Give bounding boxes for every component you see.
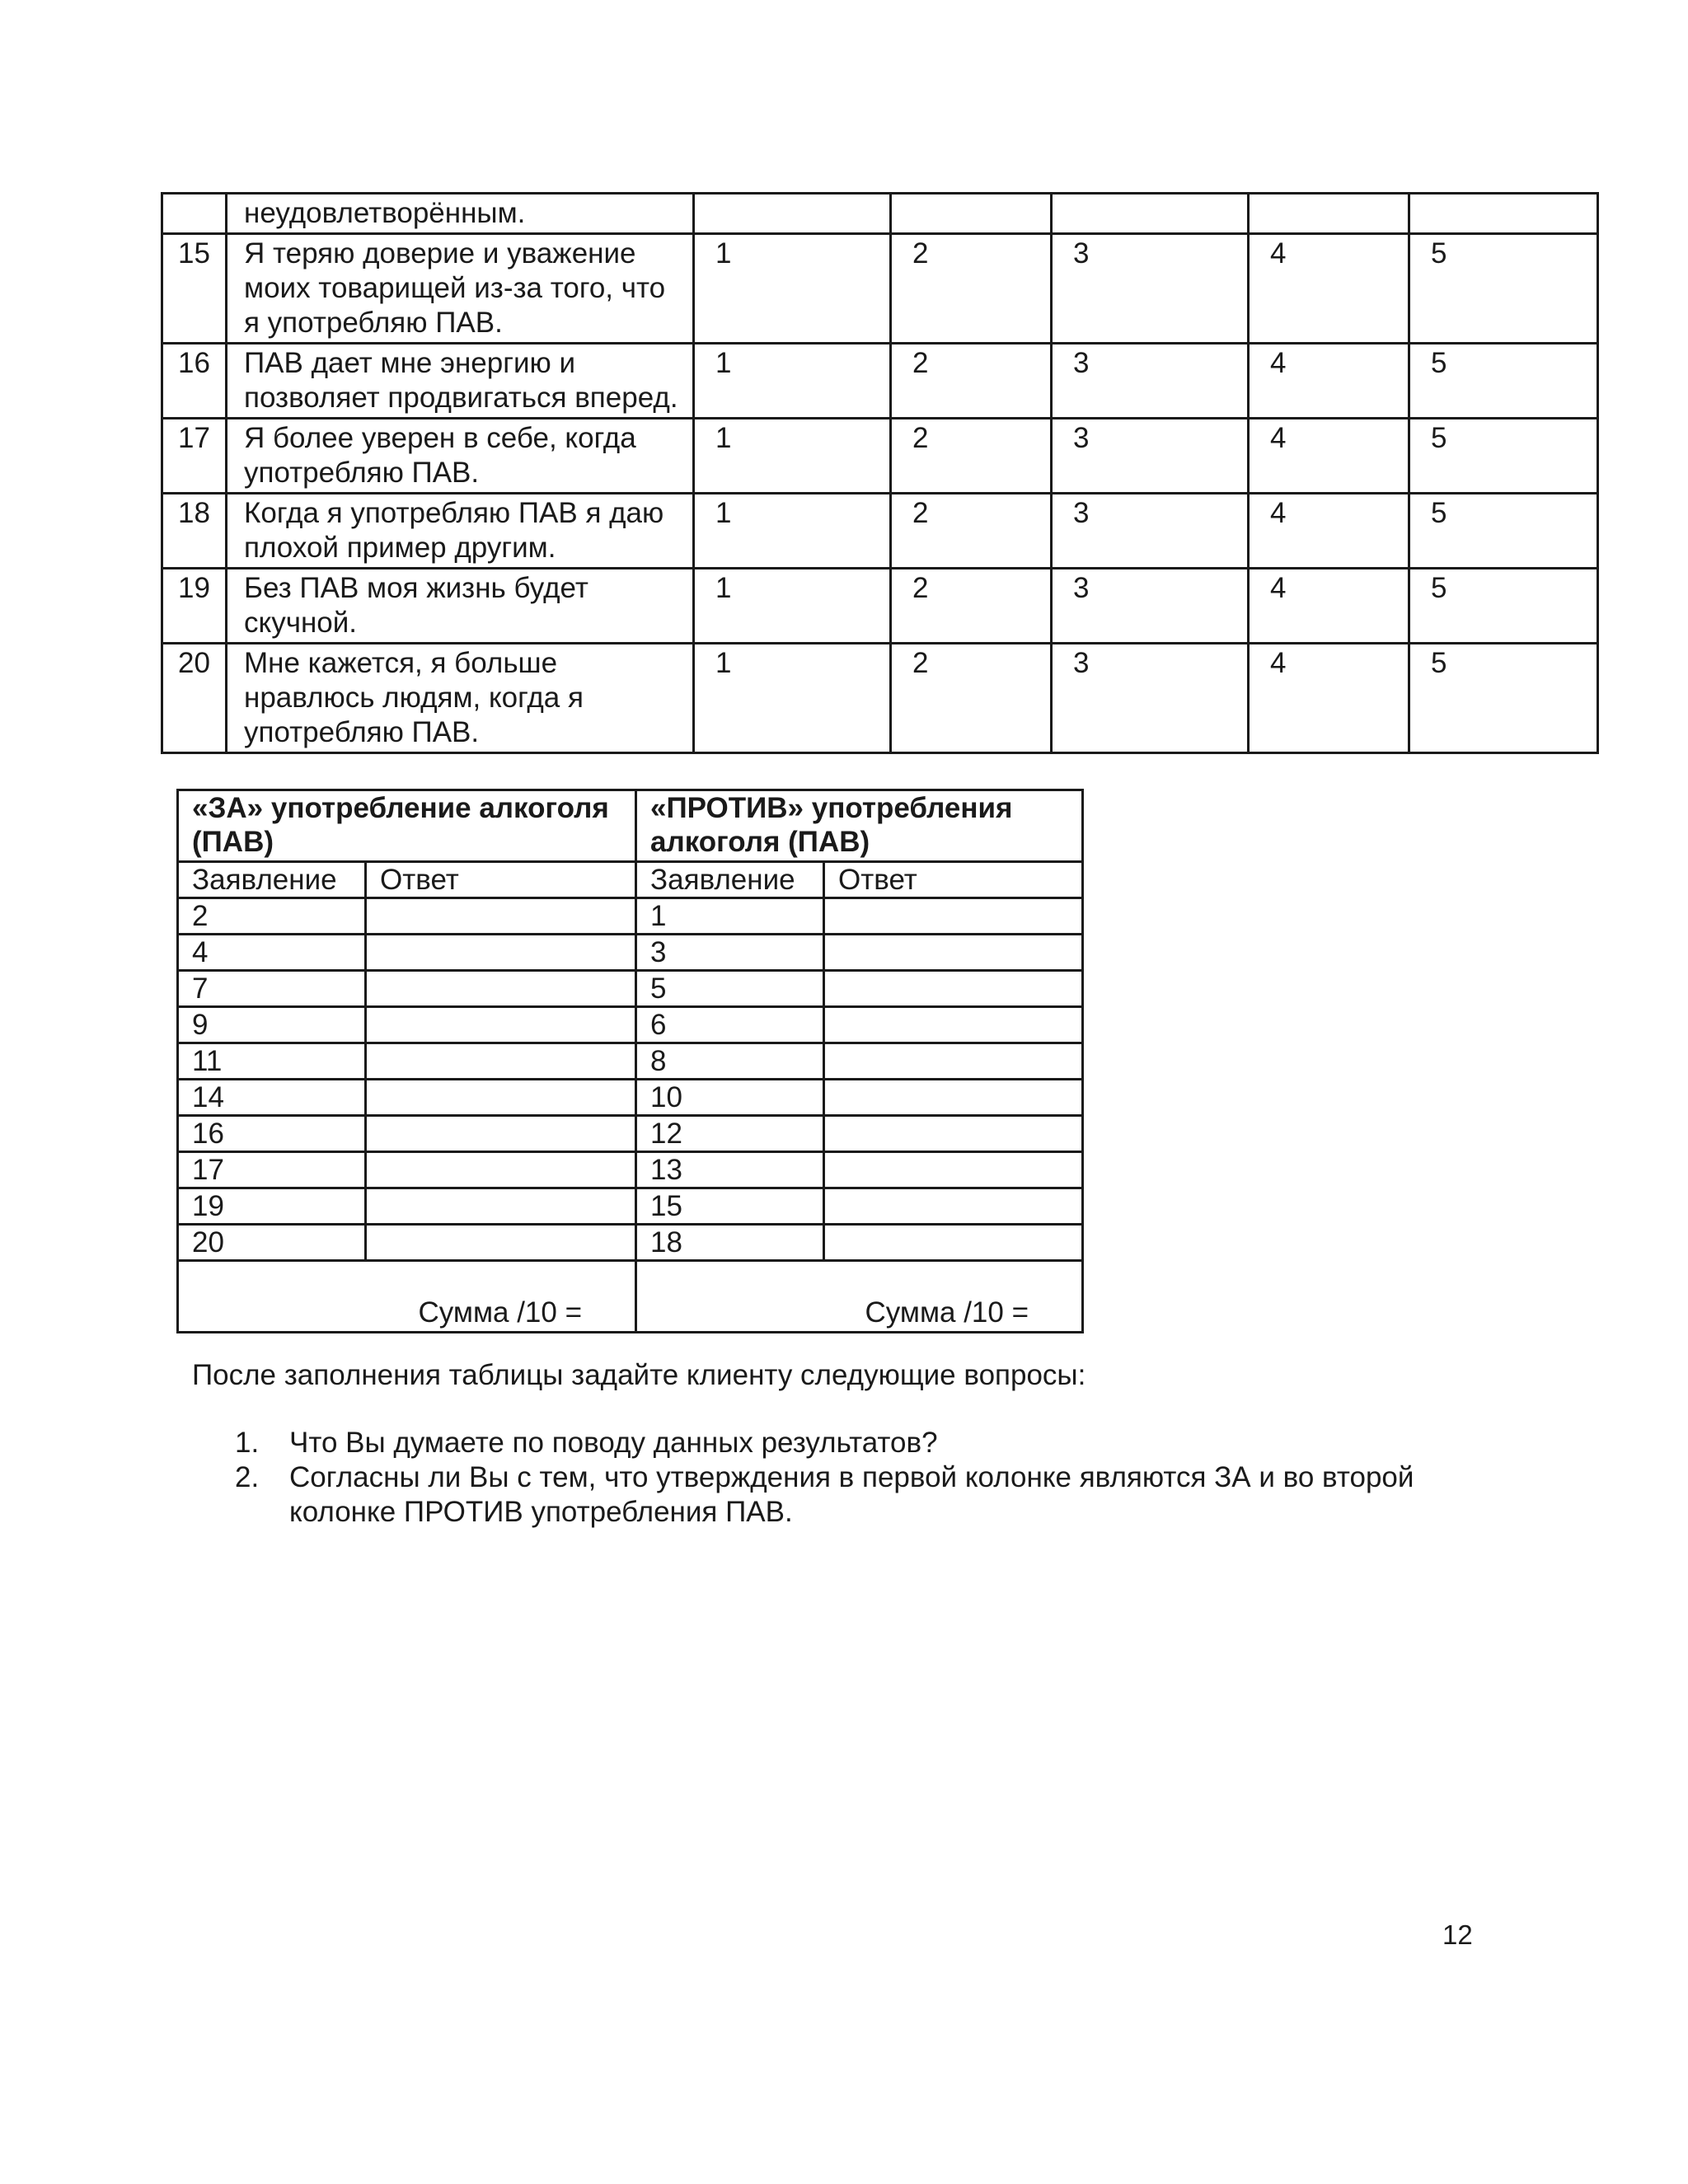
question-text: Согласны ли Вы с тем, что утверждения в первой колонке являются ЗА и во второй колонке ПРОТИВ употребления ПАВ. [289,1461,1414,1528]
for-answer-cell[interactable] [366,898,636,935]
question-number: 2. [235,1461,260,1493]
row-statement: Мне кажется, я больше нравлюсь людям, когда я употребляю ПАВ. [227,644,694,753]
score-cell: 5 [1409,494,1598,569]
for-answer-cell[interactable] [366,971,636,1007]
summary-column-row [178,862,1083,898]
score-cell: 1 [694,569,891,644]
score-cell: 3 [1052,419,1249,494]
table-row [162,419,1598,494]
for-answer-cell[interactable] [366,1007,636,1043]
against-statement-cell: 3 [636,935,824,971]
row-number: 19 [162,569,227,644]
row-number: 18 [162,494,227,569]
score-cell: 1 [694,644,891,753]
list-item [235,1460,1521,1530]
summary-table [176,789,1084,1333]
table-row [162,644,1598,753]
against-answer-cell[interactable] [824,1152,1083,1188]
score-cell: 2 [891,494,1052,569]
instruction-text: После заполнения таблицы задайте клиенту следующие вопросы: [192,1359,1086,1391]
score-cell [1052,194,1249,234]
table-row [162,569,1598,644]
against-statement-cell: 8 [636,1043,824,1080]
for-sum: Сумма /10 = [178,1261,636,1333]
for-header: «ЗА» употребление алкоголя (ПАВ) [178,790,636,862]
for-answer-cell[interactable] [366,1152,636,1188]
score-cell [694,194,891,234]
table-row [178,971,1083,1007]
against-statement-cell: 13 [636,1152,824,1188]
for-statement-cell: 2 [178,898,366,935]
score-cell: 4 [1249,234,1409,344]
score-cell: 3 [1052,494,1249,569]
table-row [178,1116,1083,1152]
score-cell: 3 [1052,234,1249,344]
against-sum: Сумма /10 = [636,1261,1083,1333]
score-cell: 3 [1052,569,1249,644]
question-text: Что Вы думаете по поводу данных результатов? [289,1427,938,1459]
score-cell: 3 [1052,644,1249,753]
score-cell [891,194,1052,234]
table-row [178,1007,1083,1043]
score-cell: 4 [1249,494,1409,569]
against-statement-cell: 6 [636,1007,824,1043]
score-cell [1249,194,1409,234]
question-number: 1. [235,1427,260,1459]
table-row [162,494,1598,569]
score-cell: 2 [891,644,1052,753]
for-statement-cell: 17 [178,1152,366,1188]
against-answer-cell[interactable] [824,1225,1083,1261]
table-row [162,344,1598,419]
row-number: 20 [162,644,227,753]
question-list [235,1426,1521,1530]
row-statement: ПАВ дает мне энергию и позволяет продвигаться вперед. [227,344,694,419]
score-cell: 3 [1052,344,1249,419]
for-statement-cell: 14 [178,1080,366,1116]
summary-sum-row [178,1261,1083,1333]
row-number: 16 [162,344,227,419]
score-cell [1409,194,1598,234]
table-row [178,1225,1083,1261]
for-statement-cell: 4 [178,935,366,971]
for-answer-cell[interactable] [366,1188,636,1225]
against-statement-cell: 5 [636,971,824,1007]
for-answer-cell[interactable] [366,1116,636,1152]
score-cell: 1 [694,234,891,344]
summary-header-row [178,790,1083,862]
against-answer-cell[interactable] [824,1116,1083,1152]
against-statement-cell: 10 [636,1080,824,1116]
for-statement-cell: 16 [178,1116,366,1152]
questionnaire-table [161,192,1599,754]
score-cell: 4 [1249,569,1409,644]
score-cell: 4 [1249,419,1409,494]
table-row [178,898,1083,935]
row-number: 15 [162,234,227,344]
for-answer-cell[interactable] [366,935,636,971]
against-answer-cell[interactable] [824,898,1083,935]
score-cell: 2 [891,234,1052,344]
against-answer-cell[interactable] [824,1007,1083,1043]
for-answer-cell[interactable] [366,1225,636,1261]
score-cell: 4 [1249,344,1409,419]
score-cell: 5 [1409,344,1598,419]
row-number [162,194,227,234]
score-cell: 4 [1249,644,1409,753]
against-answer-cell[interactable] [824,971,1083,1007]
score-cell: 5 [1409,644,1598,753]
for-answer-cell[interactable] [366,1080,636,1116]
table-row [162,234,1598,344]
table-row [178,1152,1083,1188]
against-answer-col: Ответ [824,862,1083,898]
against-answer-cell[interactable] [824,1188,1083,1225]
against-statement-cell: 18 [636,1225,824,1261]
for-statement-cell: 20 [178,1225,366,1261]
score-cell: 2 [891,569,1052,644]
table-row [178,1043,1083,1080]
against-statement-cell: 1 [636,898,824,935]
against-answer-cell[interactable] [824,1080,1083,1116]
score-cell: 1 [694,344,891,419]
score-cell: 1 [694,419,891,494]
for-statement-cell: 7 [178,971,366,1007]
table-row [178,1188,1083,1225]
for-answer-cell[interactable] [366,1043,636,1080]
page-number: 12 [1442,1919,1473,1950]
table-row [178,1080,1083,1116]
against-answer-cell[interactable] [824,935,1083,971]
score-cell: 2 [891,344,1052,419]
row-statement: Когда я употребляю ПАВ я даю плохой пример другим. [227,494,694,569]
for-statement-cell: 19 [178,1188,366,1225]
score-cell: 5 [1409,569,1598,644]
row-statement: Я теряю доверие и уважение моих товарищей из-за того, что я употребляю ПАВ. [227,234,694,344]
score-cell: 5 [1409,234,1598,344]
for-statement-cell: 11 [178,1043,366,1080]
row-statement: Я более уверен в себе, когда употребляю ПАВ. [227,419,694,494]
against-statement-col: Заявление [636,862,824,898]
row-statement: Без ПАВ моя жизнь будет скучной. [227,569,694,644]
row-statement: неудовлетворённым. [227,194,694,234]
row-number: 17 [162,419,227,494]
table-row [162,194,1598,234]
list-item [235,1426,1521,1460]
score-cell: 5 [1409,419,1598,494]
score-cell: 2 [891,419,1052,494]
for-statement-col: Заявление [178,862,366,898]
against-header: «ПРОТИВ» употребления алкоголя (ПАВ) [636,790,1083,862]
score-cell: 1 [694,494,891,569]
table-row [178,935,1083,971]
against-statement-cell: 12 [636,1116,824,1152]
against-answer-cell[interactable] [824,1043,1083,1080]
for-statement-cell: 9 [178,1007,366,1043]
for-answer-col: Ответ [366,862,636,898]
against-statement-cell: 15 [636,1188,824,1225]
